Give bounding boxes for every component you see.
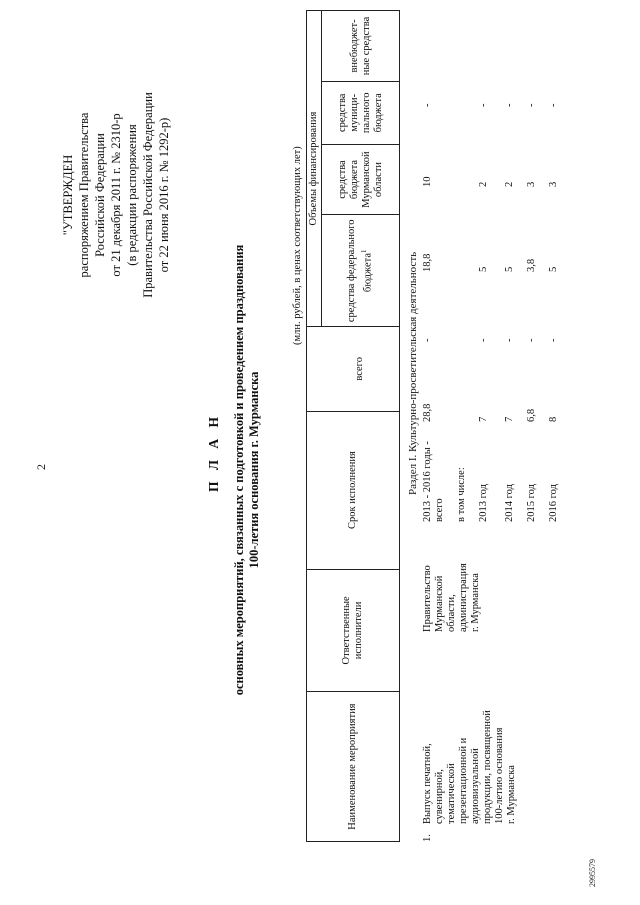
period-municipal: 3 — [548, 181, 559, 187]
period-federal: - — [548, 338, 559, 342]
header-term: Срок исполнения — [307, 411, 400, 569]
header-funding-group: Объемы финансирования — [307, 11, 322, 327]
period-regional: 5 — [548, 266, 559, 272]
header-federal: средства федерального бюджета$^1$ — [322, 215, 400, 327]
period-extrabudget: - — [548, 103, 559, 107]
period-federal: - — [526, 338, 537, 342]
approval-line: от 21 декабря 2011 г. № 2310-р — [109, 113, 123, 277]
period-federal: - — [504, 338, 515, 342]
approval-line: Российской Федерации — [93, 133, 107, 257]
period-term: 2015 год — [526, 484, 537, 522]
period-extrabudget: - — [422, 103, 433, 107]
subtitle-line: 100-летия основания г. Мурманска — [247, 371, 261, 569]
row-executors: Правительство Мурманской области, администрация г. Мурманска — [422, 563, 481, 632]
row-number: 1. — [422, 834, 433, 842]
period-term: 2014 год — [504, 484, 515, 522]
approval-line: "УТВЕРЖДЕН — [61, 154, 75, 236]
document-code: 2995579 — [588, 859, 597, 887]
page-number: 2 — [34, 464, 48, 470]
period-total: 6,8 — [526, 408, 537, 422]
header-regional: средства бюджета Мурманской области — [322, 144, 400, 215]
period-term: 2013 - 2016 годы - всего — [422, 441, 445, 522]
document-title: П Л А Н — [206, 413, 221, 492]
period-term: 2013 год — [478, 484, 489, 522]
period-regional: 5 — [478, 266, 489, 272]
period-extrabudget: - — [526, 103, 537, 107]
period-term: в том числе: — [456, 467, 467, 522]
approval-stamp — [60, 45, 172, 345]
document-subtitle — [232, 165, 262, 775]
header-extrabudget: внебюджет-ные средства — [322, 11, 400, 82]
period-extrabudget: - — [478, 103, 489, 107]
period-total: 7 — [478, 416, 489, 422]
period-municipal: 10 — [422, 176, 433, 187]
header-executors: Ответственные исполнители — [307, 569, 400, 692]
period-total: 28,8 — [422, 403, 433, 422]
period-term: 2016 год — [548, 484, 559, 522]
period-federal: - — [422, 338, 433, 342]
period-total: 8 — [548, 416, 559, 422]
plan-table-header — [306, 10, 400, 842]
period-extrabudget: - — [504, 103, 515, 107]
period-regional: 3,8 — [526, 258, 537, 272]
row-event-name: Выпуск печатной, сувенирной, тематической презентационной и аудиовизуальной продукции, посвященной 100-летию основания г. Мурманска — [422, 710, 517, 824]
period-regional: 18,8 — [422, 253, 433, 272]
header-municipal: средства муници-пального бюджета — [322, 81, 400, 144]
approval-line: Правительства Российской Федерации — [141, 92, 155, 298]
units-note: (млн. рублей, в ценах соответствующих лет) — [292, 146, 303, 345]
subtitle-line: основных мероприятий, связанных с подготовкой и проведением празднования — [232, 244, 246, 696]
approval-line: (в редакции распоряжения — [125, 124, 139, 266]
period-municipal: 3 — [526, 181, 537, 187]
header-total: всего — [322, 327, 400, 411]
table-row — [422, 10, 622, 842]
period-total: 7 — [504, 416, 515, 422]
approval-line: от 22 июня 2016 г. № 1292-р) — [157, 117, 171, 273]
approval-line: распоряжением Правительства — [77, 112, 91, 278]
period-regional: 5 — [504, 266, 515, 272]
header-event-name: Наименование мероприятия — [307, 692, 400, 842]
section-heading: Раздел I. Культурно-просветительская деятельность — [407, 251, 419, 495]
period-municipal: 2 — [504, 181, 515, 187]
period-federal: - — [478, 338, 489, 342]
period-municipal: 2 — [478, 181, 489, 187]
